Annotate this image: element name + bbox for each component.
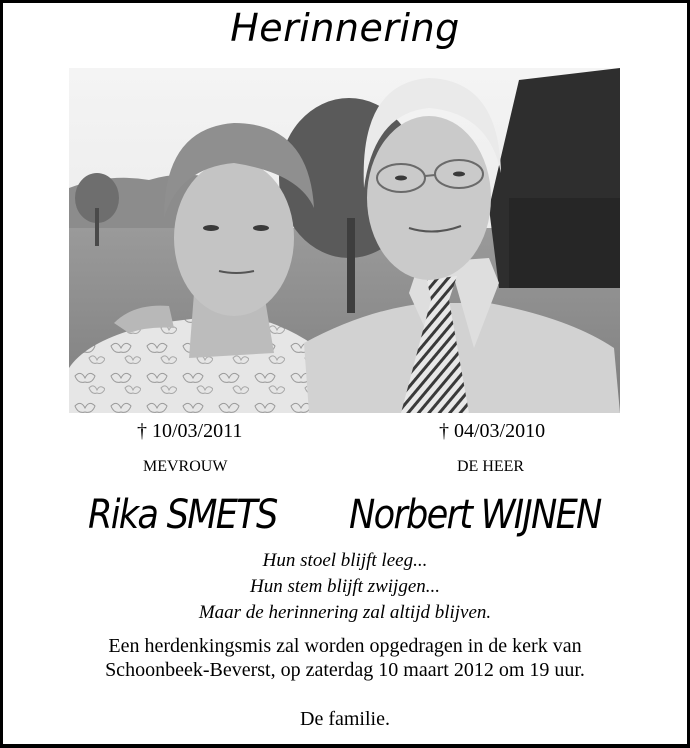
poem-line: Hun stoel blijft leeg... [262,550,428,571]
notice-line: Een herdenkingsmis zal worden opgedragen in de kerk van [108,635,582,657]
card-title: Herinnering [230,6,460,50]
date-of-death-norbert: † 04/03/2010 [439,420,546,442]
name-norbert-wijnen: Norbert WIJNEN [349,492,601,538]
couple-photo [69,68,620,413]
memorial-mass-notice [0,634,690,682]
signature: De familie. [300,708,390,730]
honorific-rika: MEVROUW [143,458,228,475]
poem-line: Maar de herinnering zal altijd blijven. [198,602,492,623]
notice-line: Schoonbeek-Beverst, op zaterdag 10 maart 2012 om 19 uur. [105,659,585,681]
poem [0,548,690,626]
poem-line: Hun stem blijft zwijgen... [250,576,440,597]
date-of-death-rika: † 10/03/2011 [137,420,243,442]
photo-illustration [69,68,620,413]
honorific-norbert: DE HEER [457,458,525,475]
name-rika-smets: Rika SMETS [88,492,277,538]
